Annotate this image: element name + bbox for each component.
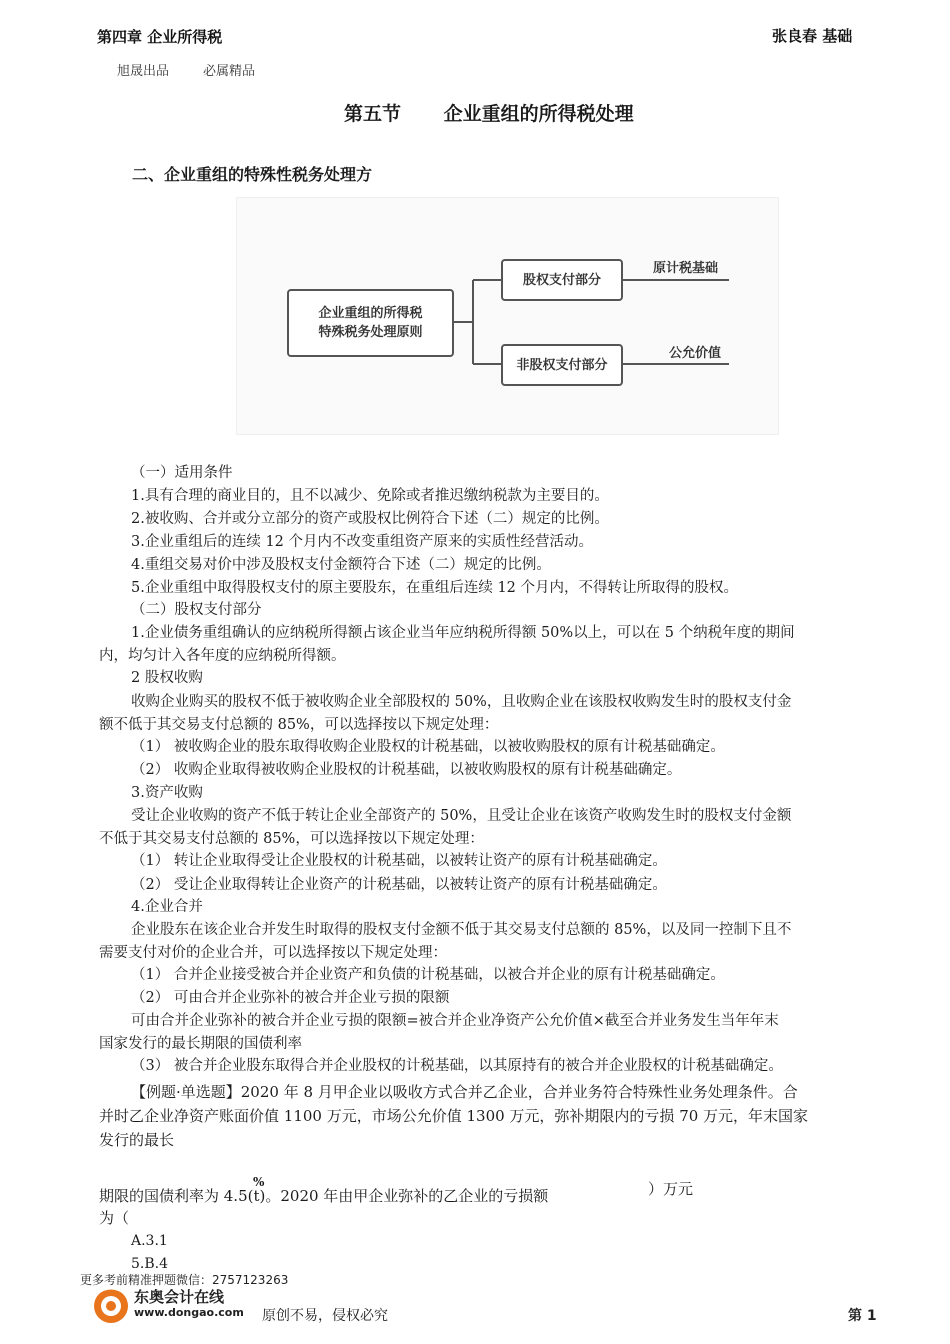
diagram-branch-nonequity-label: 非股权支付部分 <box>516 357 608 373</box>
example-line-2: 并时乙企业净资产账面价值 1100 万元，市场公允价值 1300 万元，弥补期限内的亏损 70 万元，年末国家 <box>99 1107 809 1125</box>
header-author: 张良春 基础 <box>772 27 853 45</box>
example-option-b-clip <box>131 1253 169 1272</box>
footer-center: 原创不易，侵权必究 <box>262 1308 388 1324</box>
footer-center-clip <box>262 1305 388 1324</box>
example-line-5: 为（ <box>99 1209 130 1227</box>
line-asset-acquisition-item-1: （1） 转让企业取得受让企业股权的计税基础，以被转让资产的原有计税基础确定。 <box>131 853 667 869</box>
line-condition-2: 2.被收购、合并或分立部分的资产或股权比例符合下述（二）规定的比例。 <box>131 511 609 527</box>
example-option-a: A.3.1 <box>131 1233 168 1249</box>
diagram-result-original-basis: 原计税基础 <box>653 261 719 276</box>
example-line-1: 【例题·单选题】2020 年 8 月甲企业以吸收方式合并乙企业，合并业务符合特殊性业务处理条件。合 <box>131 1083 798 1101</box>
line-asset-acquisition-heading: 3.资产收购 <box>131 785 203 801</box>
line-condition-5: 5.企业重组中取得股权支付的原主要股东，在重组后连续 12 个月内，不得转让所取得的股权。 <box>131 580 738 596</box>
footer-wechat: 更多考前精准押题微信：2757123263 <box>80 1273 289 1287</box>
dongao-logo-icon <box>92 1284 132 1326</box>
dongao-brand: 东奥会计在线 <box>134 1288 225 1306</box>
diagram-result-fair-value: 公允价值 <box>669 346 722 361</box>
example-line-3: 发行的最长 <box>99 1131 175 1149</box>
line-equity-acquisition-item-2: （2） 收购企业取得被收购企业股权的计税基础，以被收购股权的原有计税基础确定。 <box>131 762 682 778</box>
subheading: 二、企业重组的特殊性税务处理方 <box>132 165 373 184</box>
header-tag-2: 必属精品 <box>203 64 256 79</box>
subheading-clip <box>132 162 373 184</box>
line-applicable-conditions: （一）适用条件 <box>131 465 233 481</box>
footer-page: 第 1 <box>848 1308 877 1324</box>
line-condition-3: 3.企业重组后的连续 12 个月内不改变重组资产原来的实质性经营活动。 <box>131 534 594 550</box>
line-equity-acquisition-2: 额不低于其交易支付总额的 85%，可以选择按以下规定处理： <box>99 717 499 733</box>
line-merger-item-2: （2） 可由合并企业弥补的被合并企业亏损的限额 <box>131 990 450 1006</box>
diagram-root-box <box>287 289 454 357</box>
line-condition-1: 1.具有合理的商业目的，且不以减少、免除或者推迟缴纳税款为主要目的。 <box>131 488 609 504</box>
line-equity-payment-heading: （二）股权支付部分 <box>131 602 262 618</box>
diagram-root-label: 企业重组的所得税 特殊税务处理原则 <box>318 306 423 340</box>
footer-page-clip <box>848 1305 877 1324</box>
diagram-branch-equity-box <box>501 259 623 301</box>
line-asset-acquisition-item-2: （2） 受让企业取得转让企业资产的计税基础，以被转让资产的原有计税基础确定。 <box>131 877 667 893</box>
line-condition-4: 4.重组交易对价中涉及股权支付金额符合下述（二）规定的比例。 <box>131 557 551 573</box>
example-percent-mark: % <box>253 1175 265 1189</box>
header-chapter-clip <box>97 27 223 46</box>
line-debt-restructure-1: 1.企业债务重组确认的应纳税所得额占该企业当年应纳税所得额 50%以上，可以在 5 个纳税年度的期间 <box>131 625 795 641</box>
example-line-4-tail: ）万元 <box>648 1180 694 1198</box>
diagram-branch-nonequity-box <box>501 344 623 386</box>
dongao-logo <box>92 1284 242 1326</box>
line-merger-heading: 4.企业合并 <box>131 899 203 915</box>
header-tag-1: 旭晟出品 <box>117 64 170 79</box>
line-equity-acquisition-heading: 2 股权收购 <box>131 670 203 686</box>
example-line-4-tail-clip <box>648 1180 694 1198</box>
line-asset-acquisition-2: 不低于其交易支付总额的 85%，可以选择按以下规定处理： <box>99 831 484 847</box>
line-merger-item-3: （3） 被合并企业股东取得合并企业股权的计税基础，以其原持有的被合并企业股权的计税基础确定。 <box>131 1058 783 1074</box>
line-debt-restructure-2: 内，均匀计入各年度的应纳税所得额。 <box>99 648 346 664</box>
header-chapter: 第四章 企业所得税 <box>97 28 223 46</box>
line-loss-limit-formula-2: 国家发行的最长期限的国债利率 <box>99 1036 302 1052</box>
line-loss-limit-formula-1: 可由合并企业弥补的被合并企业亏损的限额=被合并企业净资产公允价值×截至合并业务发生当年年末 <box>131 1013 779 1029</box>
section-title-clip <box>344 99 634 125</box>
dongao-url: www.dongao.com <box>134 1306 244 1319</box>
header-author-clip <box>772 26 853 45</box>
example-line-4: 期限的国债利率为 4.5(t)。2020 年由甲企业弥补的乙企业的亏损额 <box>99 1187 549 1205</box>
section-title: 第五节 企业重组的所得税处理 <box>344 103 634 125</box>
tax-principle-diagram <box>236 197 779 435</box>
line-merger-item-1: （1） 合并企业接受被合并企业资产和负债的计税基础，以被合并企业的原有计税基础确定。 <box>131 967 725 983</box>
line-merger-1: 企业股东在该企业合并发生时取得的股权支付金额不低于其交易支付总额的 85%，以及同一控制下且不 <box>131 922 792 938</box>
line-equity-acquisition-1: 收购企业购买的股权不低于被收购企业全部股权的 50%，且收购企业在该股权收购发生时的股权支付金 <box>131 694 792 710</box>
line-merger-2: 需要支付对价的企业合并，可以选择按以下规定处理： <box>99 945 447 961</box>
diagram-branch-equity-label: 股权支付部分 <box>522 272 601 288</box>
example-option-b: 5.B.4 <box>131 1256 169 1272</box>
line-equity-acquisition-item-1: （1） 被收购企业的股东取得收购企业股权的计税基础，以被收购股权的原有计税基础确定。 <box>131 739 725 755</box>
line-asset-acquisition-1: 受让企业收购的资产不低于转让企业全部资产的 50%，且受让企业在该资产收购发生时的股权支付金额 <box>131 808 792 824</box>
